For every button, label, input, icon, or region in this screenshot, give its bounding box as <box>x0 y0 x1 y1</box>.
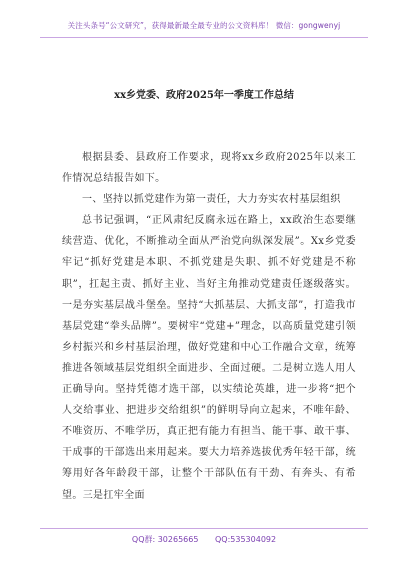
intro-paragraph: 根据县委、县政府工作要求，现将xx乡政府2025年以来工作情况总结报告如下。 <box>62 152 356 185</box>
body-paragraph: 总书记强调，“正风肃纪反腐永远在路上，xx政治生态要继续营造、优化，不断推动全面从严治党向纵深发展”。Xx乡党委牢记“抓好党建是本职、不抓党建是失职、抓不好党建是不称职”，扛起主责、抓好主业、当好主角推动党建责任逐级落实。一是夯实基层战斗堡垒。坚持“大抓基层、大抓支部”，打造我市基层党建“拳头品牌”。要树牢“党建+”理念，以高质量党建引领乡村振兴和乡村基层治理，做好党建和中心工作融合文章，统筹推进各领域基层党组织全面进步、全面过硬。二是树立选人用人正确导向。坚持凭德才选干部，以实绩论英雄，进一步将“把个人交给事业、把进步交给组织”的鲜明导向立起来，不唯年龄、不唯资历、不唯学历，真正把有能力有担当、能干事、敢干事、干成事的干部选出来用起来。要大力培养选拔优秀年轻干部，统筹用好各年龄段干部，让整个干部队伍有干劲、有奔头、有希望。三是扛牢全面 <box>62 215 356 501</box>
qq-text: QQ:535304092 <box>215 535 277 544</box>
footer-divider <box>40 528 368 529</box>
qq-group-text: QQ群: 30265665 <box>131 535 199 544</box>
document-title: xx乡党委、政府2025年一季度工作总结 <box>114 90 294 101</box>
section-heading: 一、坚持以抓党建作为第一责任，大力夯实农村基层组织 <box>82 194 341 206</box>
header-banner: 关注头条号“公文研究”，获得最新最全最专业的公文资料库！ 微信：gongwenyj <box>67 21 341 30</box>
footer-contacts <box>0 534 408 545</box>
header-divider <box>40 37 368 38</box>
document-body <box>62 147 356 506</box>
